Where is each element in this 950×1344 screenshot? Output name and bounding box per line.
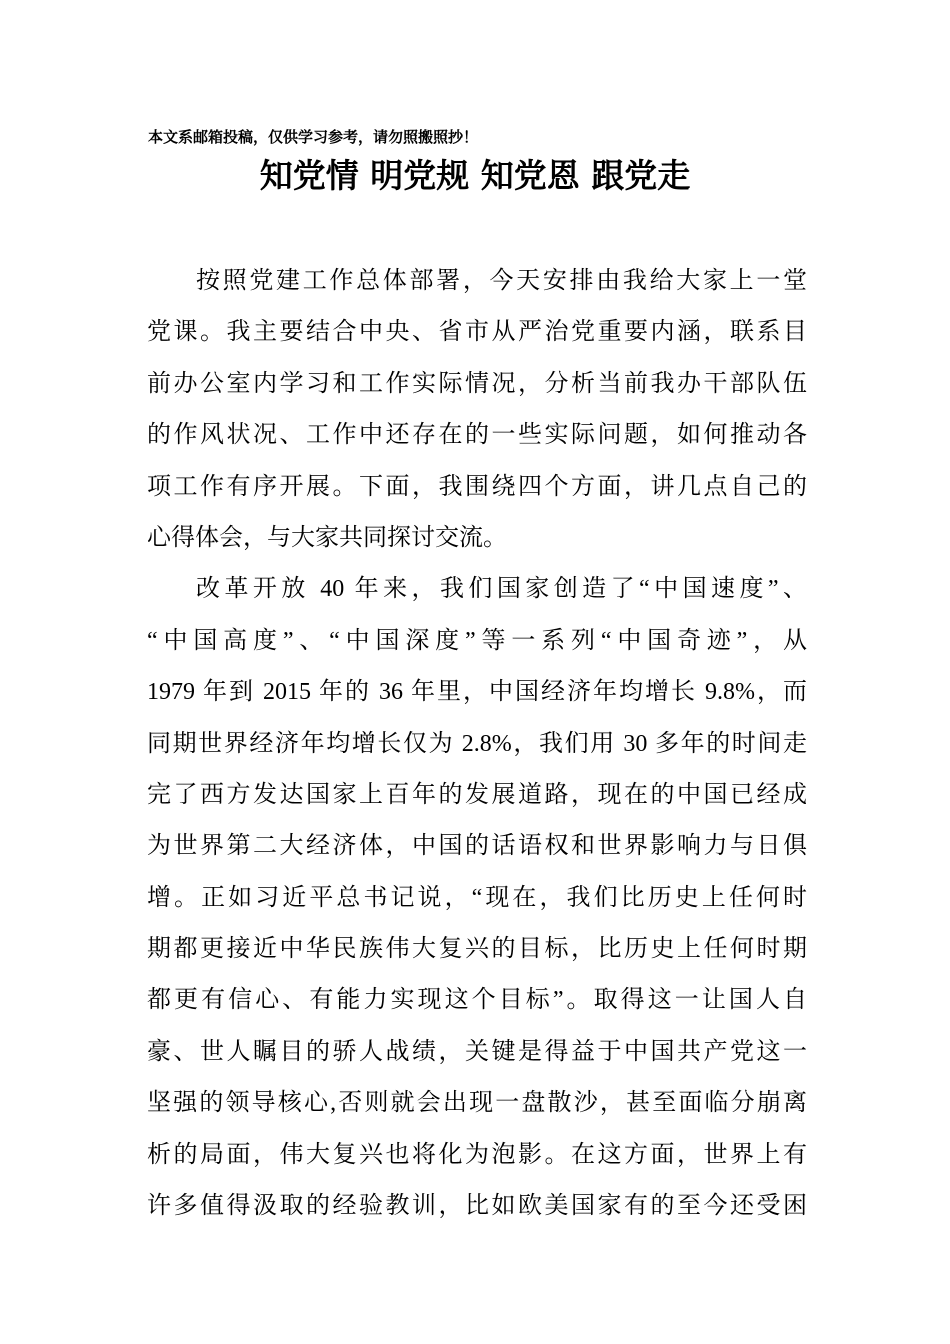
paragraph-line: 前办公室内学习和工作实际情况，分析当前我办干部队伍	[147, 370, 807, 397]
paragraph-line: 期都更接近中华民族伟大复兴的目标，比历史上任何时期	[147, 936, 807, 963]
paragraph-line: 增。正如习近平总书记说，“现在，我们比历史上任何时	[147, 884, 807, 911]
paragraph-line: 完了西方发达国家上百年的发展道路，现在的中国已经成	[147, 781, 807, 808]
paragraph-line: 许多值得汲取的经验教训，比如欧美国家有的至今还受困	[147, 1193, 807, 1220]
paragraph-line: 改革开放 40 年来，我们国家创造了“中国速度”、	[196, 576, 807, 603]
document-title: 知党情 明党规 知党恩 跟党走	[259, 156, 691, 195]
submission-notice: 本文系邮箱投稿，仅供学习参考，请勿照搬照抄！	[148, 128, 479, 146]
paragraph-line: 为世界第二大经济体，中国的话语权和世界影响力与日俱	[147, 833, 807, 860]
paragraph-line: 按照党建工作总体部署，今天安排由我给大家上一堂	[196, 268, 807, 294]
document-body	[147, 256, 807, 1232]
paragraph-line: 心得体会，与大家共同探讨交流。	[147, 524, 507, 551]
paragraph-line: 都更有信心、有能力实现这个目标”。取得这一让国人自	[147, 987, 807, 1014]
paragraph-line: “中国高度”、“中国深度”等一系列“中国奇迹”，从	[147, 627, 807, 654]
paragraph-line: 的作风状况、工作中还存在的一些实际问题，如何推动各	[147, 422, 807, 449]
paragraph-line: 1979 年到 2015 年的 36 年里，中国经济年均增长 9.8%，而	[147, 679, 807, 706]
paragraph-line: 坚强的领导核心,否则就会出现一盘散沙，甚至面临分崩离	[147, 1090, 807, 1117]
paragraph-line: 同期世界经济年均增长仅为 2.8%，我们用 30 多年的时间走	[147, 730, 807, 757]
paragraph-line: 项工作有序开展。下面，我围绕四个方面，讲几点自己的	[147, 473, 807, 500]
paragraph-line: 析的局面，伟大复兴也将化为泡影。在这方面，世界上有	[147, 1141, 807, 1168]
paragraph-line: 豪、世人瞩目的骄人战绩，关键是得益于中国共产党这一	[147, 1038, 807, 1065]
paragraph-line: 党课。我主要结合中央、省市从严治党重要内涵，联系目	[147, 319, 807, 346]
